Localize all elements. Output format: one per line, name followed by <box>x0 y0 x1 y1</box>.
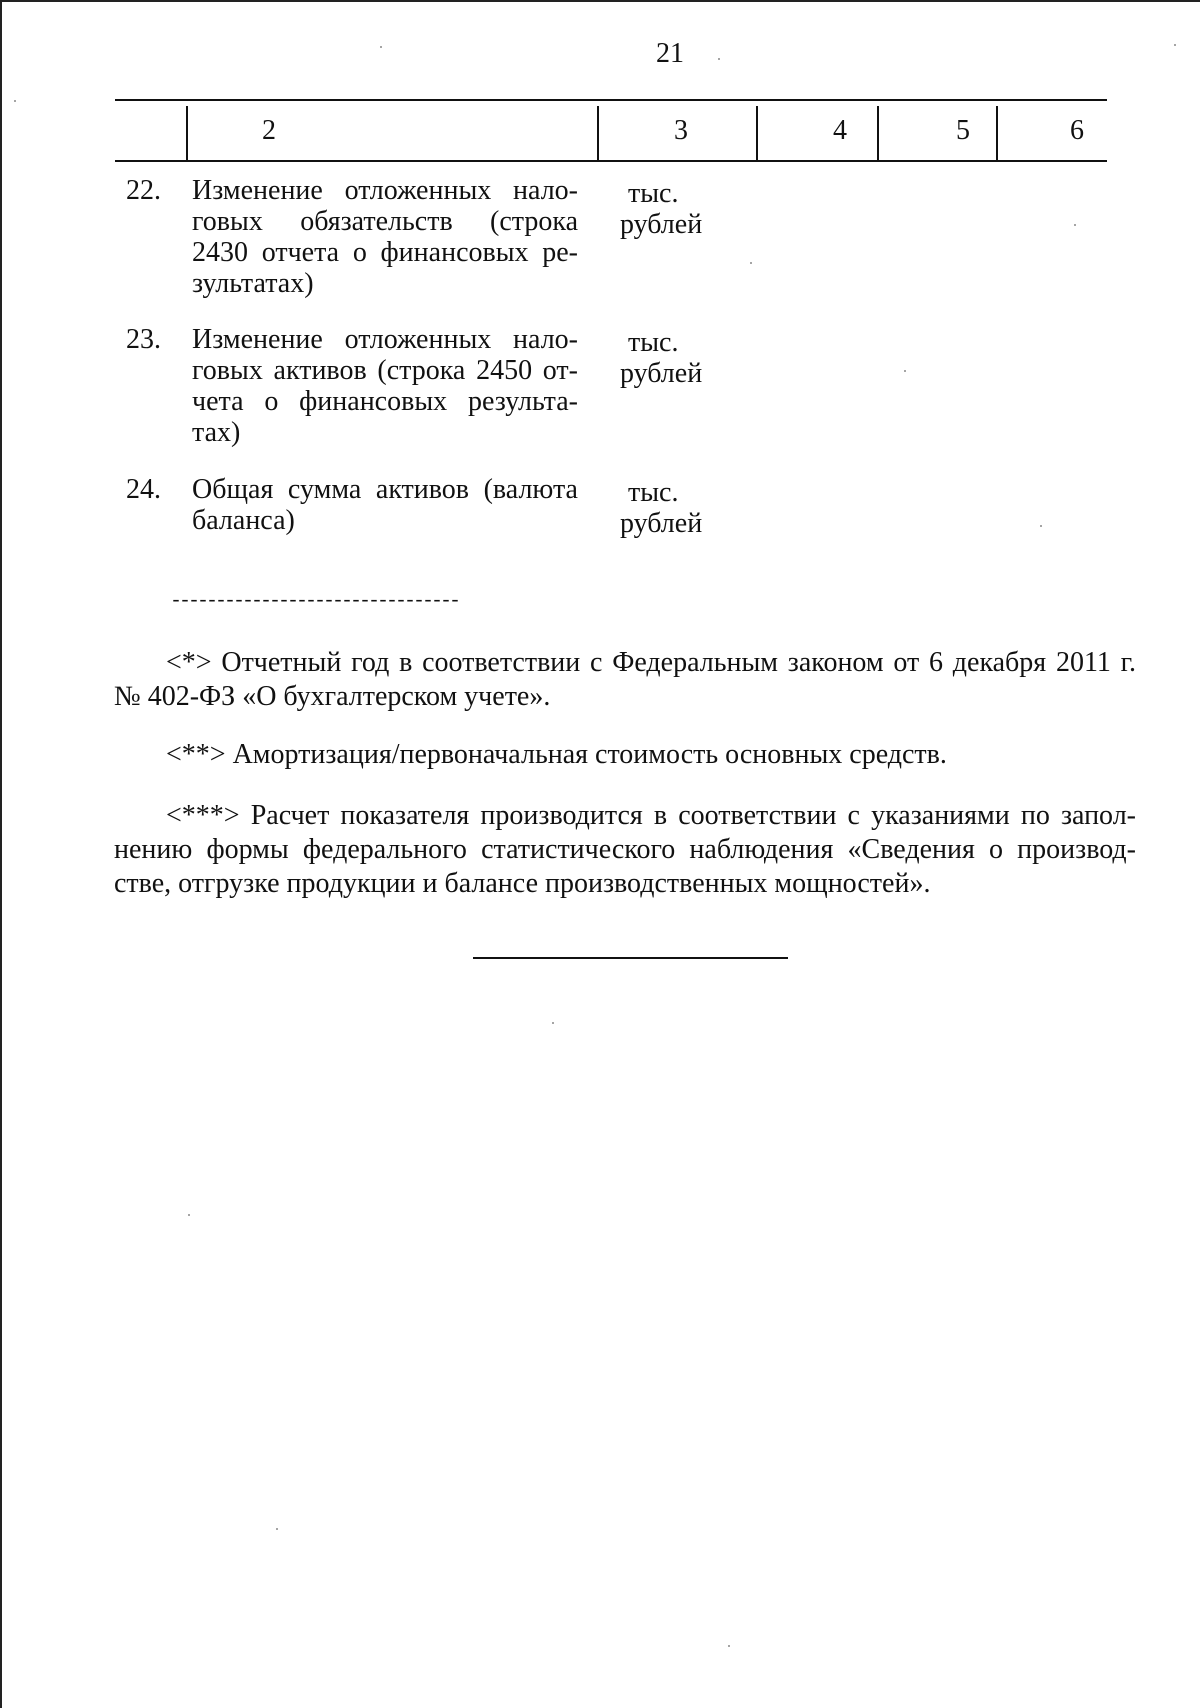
row-unit-line1: тыс. <box>628 178 679 209</box>
footnote-2: <**> Амортизация/первоначальная стоимость основных средств. <box>166 739 947 770</box>
row-unit-line2: рублей <box>620 508 703 539</box>
scan-speck <box>750 262 752 264</box>
footnote-1: <*> Отчетный год в соответствии с Федеральным законом от 6 декабря 2011 г. № 402-ФЗ «О бухгалтерском учете». <box>114 647 1136 712</box>
end-rule <box>473 957 788 959</box>
page-edge-top <box>0 0 1200 2</box>
header-col-divider <box>186 106 188 162</box>
scan-speck <box>1074 224 1076 226</box>
scan-speck <box>728 1645 730 1647</box>
scan-speck <box>1040 525 1042 527</box>
header-cell-col5: 5 <box>956 115 970 146</box>
header-cell-col2: 2 <box>262 115 276 146</box>
page-number: 21 <box>656 38 684 69</box>
header-col-divider <box>877 106 879 162</box>
footnote-separator: -------------------------------- <box>170 590 459 613</box>
scan-speck <box>14 100 16 102</box>
page-edge-left <box>0 0 2 1708</box>
header-bottom-rule <box>115 160 1107 162</box>
scan-speck <box>718 58 720 60</box>
header-cell-col4: 4 <box>833 115 847 146</box>
row-number: 24. <box>126 474 161 505</box>
scan-speck <box>188 1214 190 1216</box>
row-unit <box>620 327 720 389</box>
row-unit <box>620 477 720 539</box>
scan-speck <box>1174 44 1176 46</box>
scan-speck <box>276 1528 278 1530</box>
row-unit-line2: рублей <box>620 358 703 389</box>
header-col-divider <box>756 106 758 162</box>
scan-speck <box>904 370 906 372</box>
row-number: 23. <box>126 324 161 355</box>
scan-speck <box>380 46 382 48</box>
row-unit <box>620 178 720 240</box>
header-cell-col3: 3 <box>674 115 688 146</box>
header-cell-col6: 6 <box>1070 115 1084 146</box>
row-unit-line1: тыс. <box>628 327 679 358</box>
row-description: Общая сумма активов (валюта баланса) <box>192 474 578 536</box>
header-top-rule <box>115 99 1107 101</box>
row-description: Изменение отложенных нало-говых обязательств (строка 2430 отчета о финансовых ре-зультатах) <box>192 175 578 299</box>
footnote-3: <***> Расчет показателя производится в соответствии с указаниями по запол-нению формы федерального статистического наблюдения «Сведения о производ-стве, отгрузке продукции и балансе производственных мощностей». <box>114 800 1136 899</box>
header-col-divider <box>996 106 998 162</box>
row-unit-line1: тыс. <box>628 477 679 508</box>
row-unit-line2: рублей <box>620 209 703 240</box>
header-col-divider <box>597 106 599 162</box>
scan-speck <box>552 1022 554 1024</box>
row-description: Изменение отложенных нало-говых активов (строка 2450 от-чета о финансовых результа-тах) <box>192 324 578 448</box>
row-number: 22. <box>126 175 161 206</box>
